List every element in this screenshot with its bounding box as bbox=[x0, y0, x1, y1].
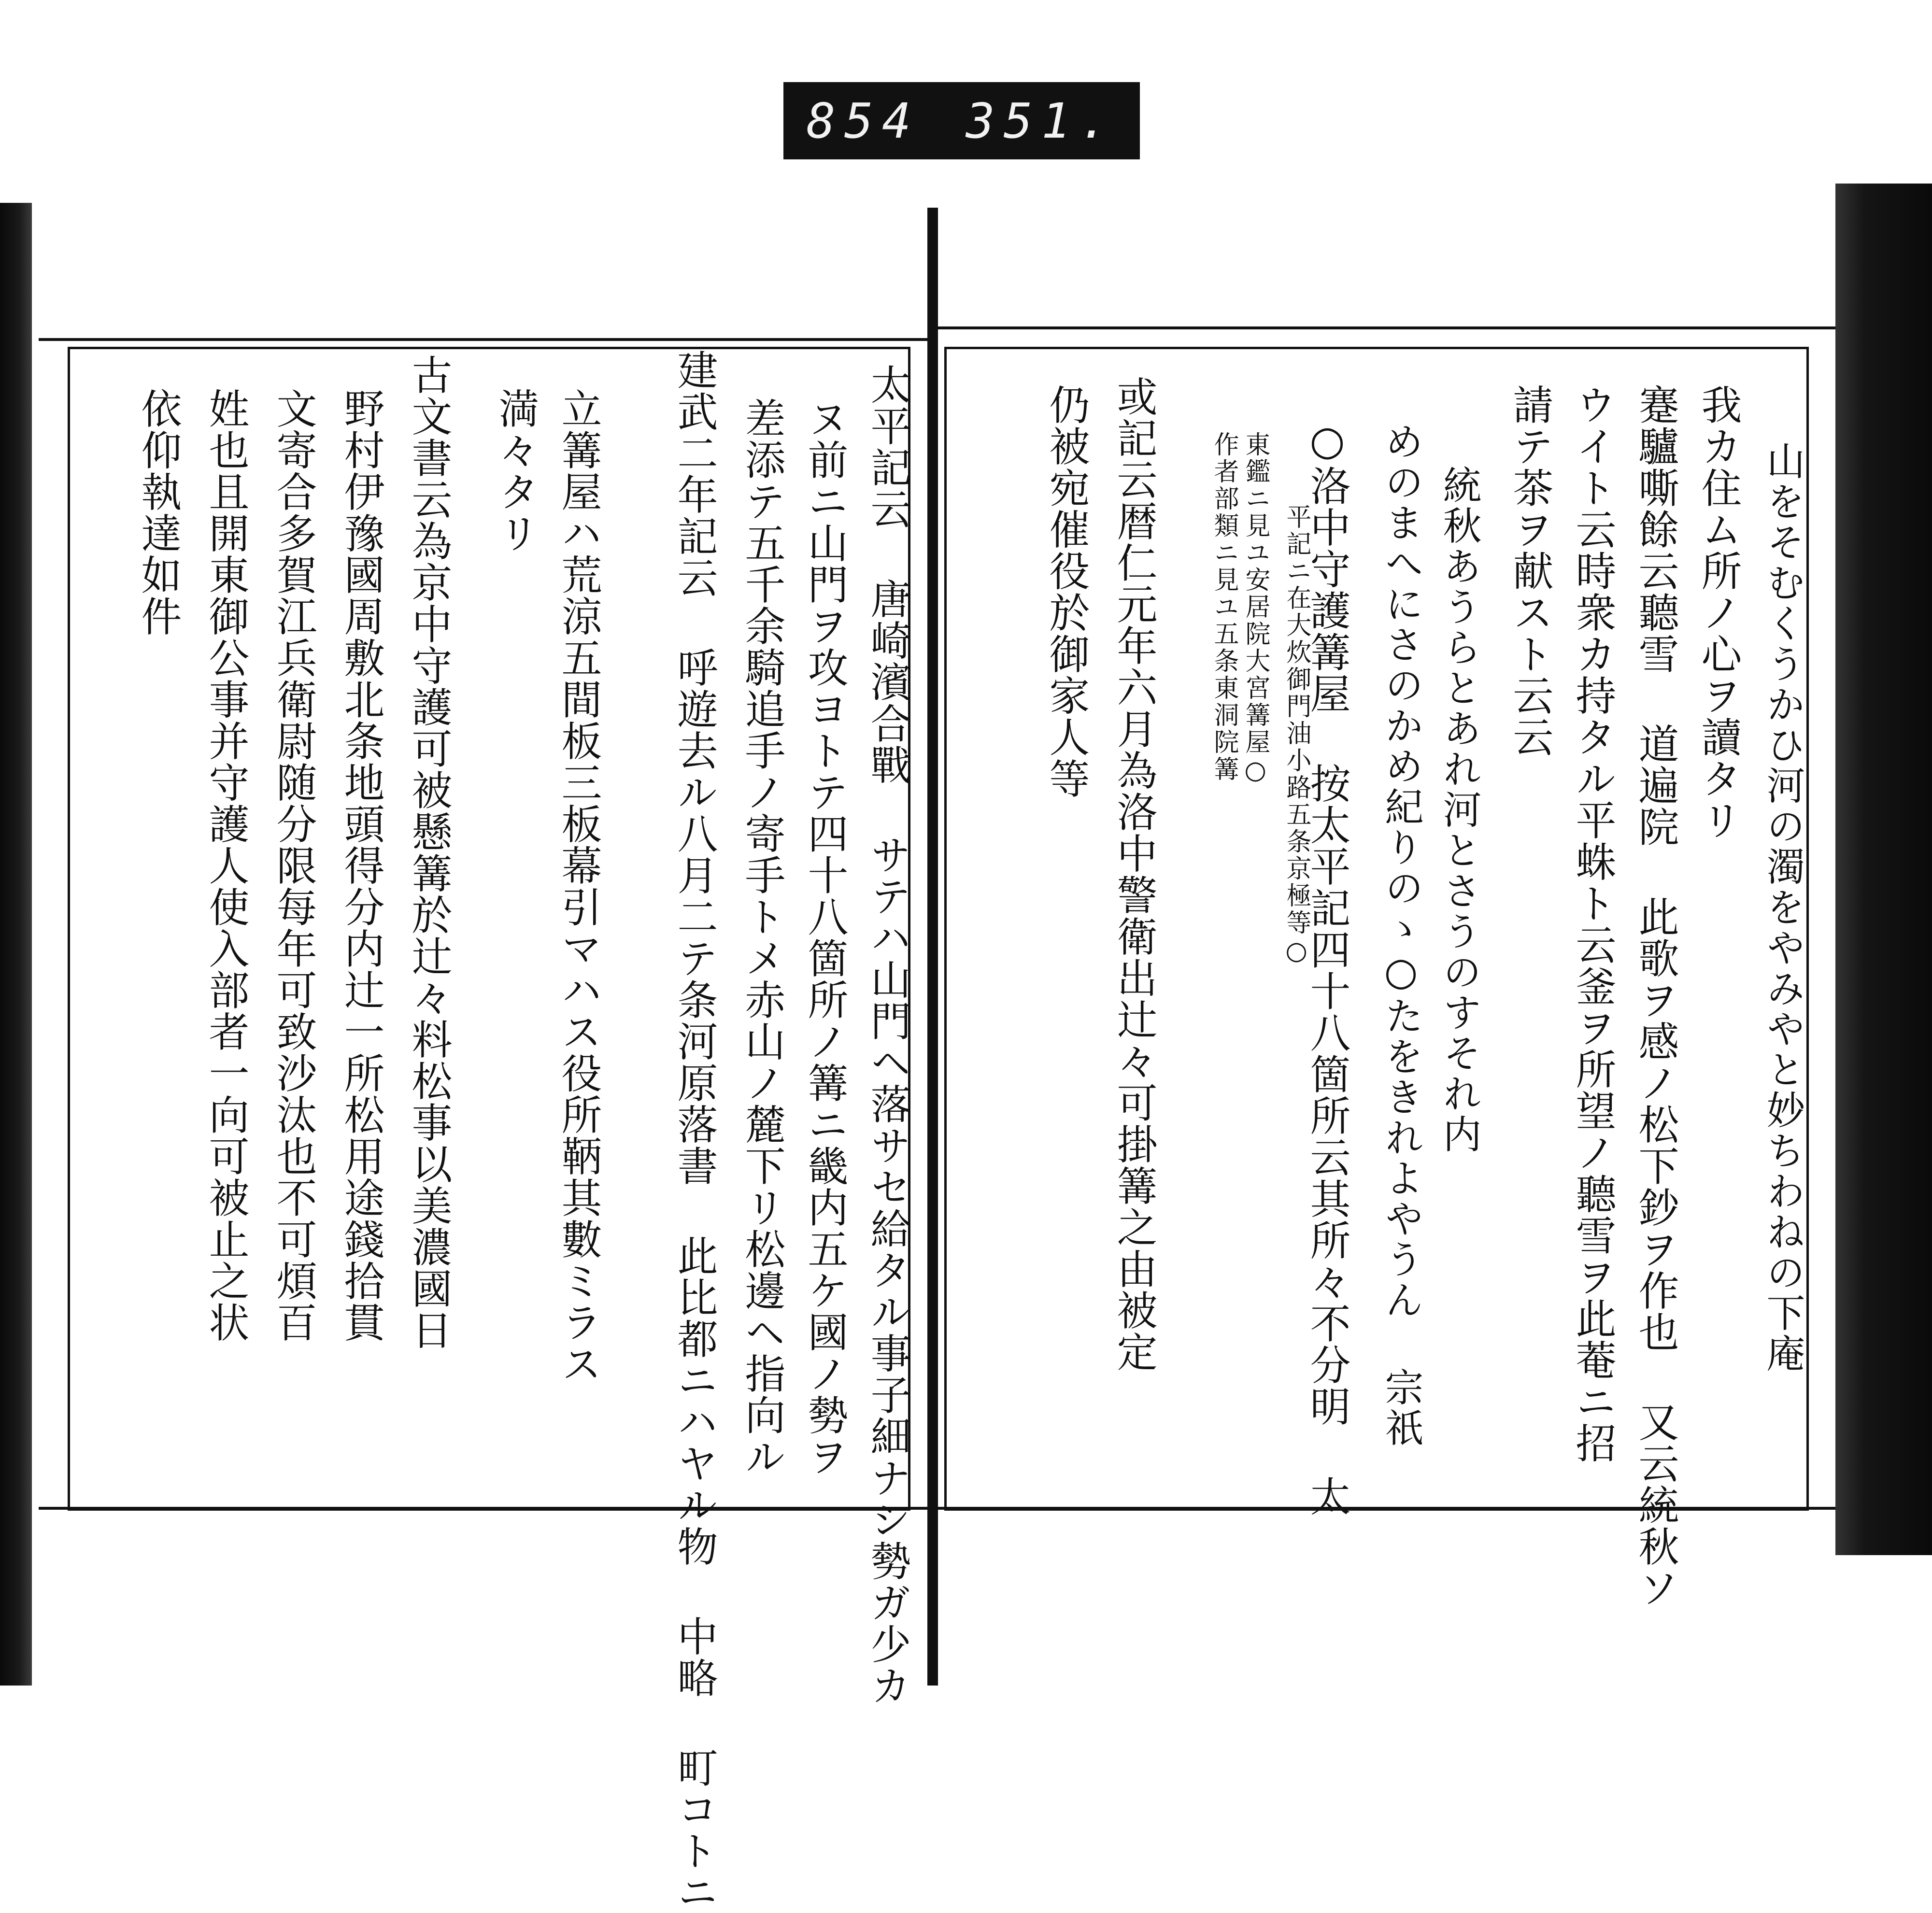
left-col-10: 姓也且開東御公事并守護人使入部者一向可被止之状 bbox=[202, 388, 250, 1343]
left-col-07: 古文書云為京中守護可被懸篝於辻々料松事以美濃國日 bbox=[405, 354, 453, 1351]
right-page-frame bbox=[944, 347, 1809, 1609]
right-col-06: 統秋あうらとあれ河とさうのすそれ内 bbox=[1436, 465, 1481, 1155]
right-col-12: 或記云暦仁元年六月為洛中警衛出辻々可掛篝之由被定 bbox=[1110, 376, 1158, 1373]
right-page-top-line bbox=[937, 326, 1835, 329]
left-col-04: 建武二年記云 呼遊去ル八月二テ条河原落書 此比都ニハヤル物 中略 町コトニ bbox=[671, 349, 718, 1913]
left-col-05: 立篝屋ハ荒涼五間板三板幕引マハス役所鞆其數ミラス bbox=[555, 388, 602, 1385]
left-col-08: 野村伊豫國周敷北条地頭得分内辻一所松用途錢拾貫 bbox=[338, 388, 385, 1343]
left-col-02: ヌ前ニ山門ヲ攻ヨトテ四十八箇所ノ篝ニ畿内五ケ國ノ勢ヲ bbox=[801, 397, 849, 1477]
left-book-edge bbox=[0, 203, 32, 1686]
right-col-07: めのまへにさのかめ紀りのゝ○たをきれよやうん 宗祇 bbox=[1378, 422, 1423, 1448]
right-col-02: 我カ住ム所ノ心ヲ讀タリ bbox=[1695, 384, 1742, 841]
right-col-13: 仍被宛催役於御家人等 bbox=[1043, 384, 1090, 799]
left-col-09: 文寄合多賀江兵衛尉随分限每年可致沙汰也不可煩百 bbox=[270, 388, 317, 1343]
right-col-11: 作者部類ニ見ユ五条東洞院篝 bbox=[1209, 431, 1238, 783]
left-col-03: 差添テ五千余騎追手ノ寄手トメ赤山ノ麓下リ松邊ヘ指向ル bbox=[739, 397, 786, 1477]
left-page-text bbox=[70, 349, 911, 1913]
right-page-text bbox=[947, 349, 1806, 1609]
left-col-11: 依仰執達如件 bbox=[135, 388, 182, 637]
right-col-08: ○洛中守護篝屋 按太平記四十八箇所云其所々不分明 太 bbox=[1304, 417, 1351, 1517]
archive-label bbox=[783, 82, 1140, 159]
page-gutter bbox=[927, 208, 938, 1686]
left-page-frame bbox=[68, 347, 911, 1913]
right-col-10: 東鑑ニ見ユ安居院大宮篝屋○ bbox=[1241, 431, 1270, 787]
right-col-05: 請テ茶ヲ献スト云云 bbox=[1506, 384, 1554, 758]
right-col-03: 蹇驢嘶餘云聽雪 道遍院 此歌ヲ感ノ松下鈔ヲ作也 又云統秋ソ bbox=[1632, 384, 1679, 1609]
archive-label-right: 351. bbox=[966, 92, 1117, 149]
archive-label-left: 854 bbox=[806, 92, 920, 149]
right-col-04: ウイト云時衆カ持タル平蛛ト云釜ヲ所望ノ聽雪ヲ此菴ニ招 bbox=[1569, 384, 1617, 1464]
right-col-09: 平記ニ在大炊御門油小路五条京極等○ bbox=[1282, 504, 1311, 967]
left-page-top-line bbox=[39, 338, 937, 341]
right-book-edge bbox=[1835, 184, 1932, 1555]
right-col-01: 山をそむくうかひ河の濁をやみやと妙ちわねの下庵 bbox=[1760, 441, 1805, 1374]
left-col-06: 満々タリ bbox=[492, 388, 540, 554]
left-col-01: 太平記云 唐崎濱合戰 サテハ山門ヘ落サセ給タル事子細ナシ勢ガ少カ bbox=[864, 364, 911, 1706]
